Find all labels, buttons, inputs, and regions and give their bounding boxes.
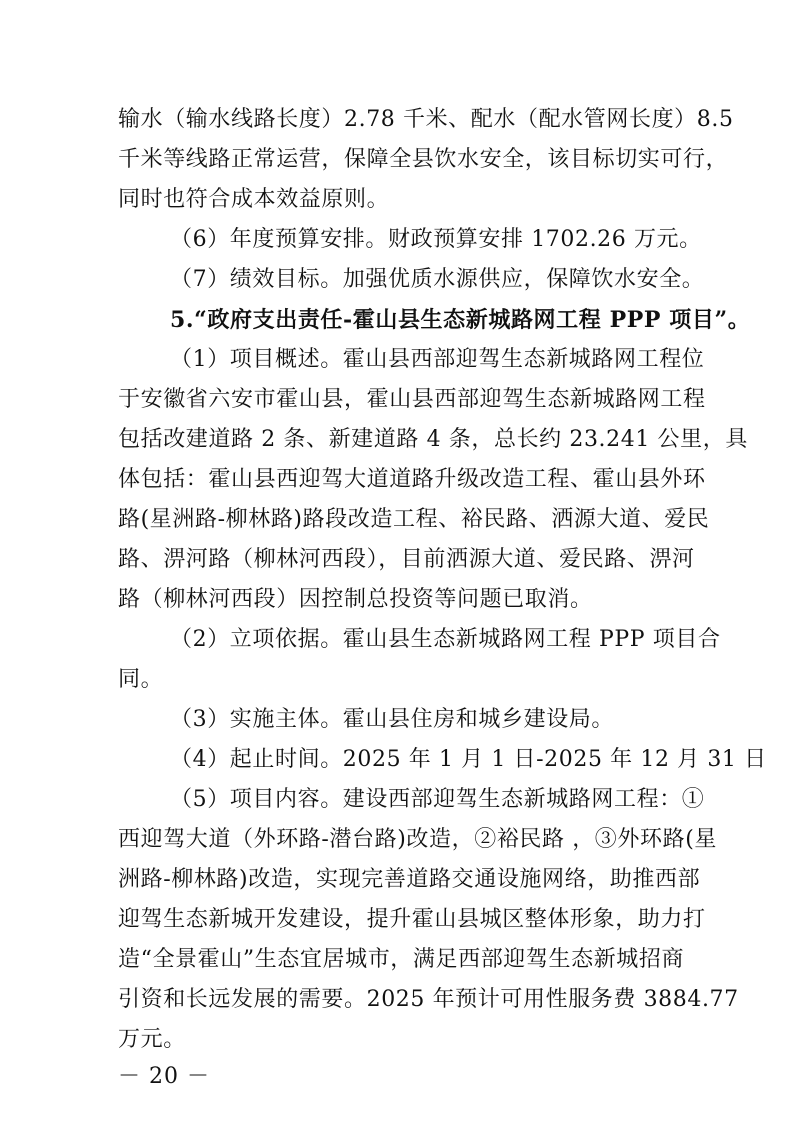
content-line-7: 万元。 xyxy=(118,1027,186,1052)
content-line-5: 造“全景霍山”生态宜居城市，满足西部迎驾生态新城招商 xyxy=(118,947,685,972)
content-line-2: 西迎驾大道（外环路-潜台路)改造，②裕民路 ，③外环路(星 xyxy=(118,827,717,852)
page-number: － 20 － xyxy=(118,1064,210,1089)
overview-line-2: 于安徽省六安市霍山县，霍山县西部迎驾生态新城路网工程 xyxy=(118,387,706,412)
paragraph-line-1: 输水（输水线路长度）2.78 千米、配水（配水管网长度）8.5 xyxy=(118,107,734,132)
section-heading: 5.“政府支出责任-霍山县生态新城路网工程 PPP 项目”。 xyxy=(170,307,751,333)
overview-line-4: 体包括：霍山县西迎驾大道道路升级改造工程、霍山县外环 xyxy=(118,467,706,492)
overview-line-7: 路（柳林河西段）因控制总投资等问题已取消。 xyxy=(118,587,593,612)
period-line: （4）起止时间。2025 年 1 月 1 日-2025 年 12 月 31 日 xyxy=(170,747,767,772)
implementing-entity-line: （3）实施主体。霍山县住房和城乡建设局。 xyxy=(170,707,614,732)
content-line-6: 引资和长远发展的需要。2025 年预计可用性服务费 3884.77 xyxy=(118,987,739,1012)
overview-line-5: 路(星洲路-柳林路)路段改造工程、裕民路、洒源大道、爱民 xyxy=(118,507,710,532)
budget-arrangement-line: （6）年度预算安排。财政预算安排 1702.26 万元。 xyxy=(170,227,702,252)
overview-line-3: 包括改建道路 2 条、新建道路 4 条，总长约 23.241 公里，具 xyxy=(118,427,748,452)
basis-line-2: 同。 xyxy=(118,667,164,692)
content-line-1: （5）项目内容。建设西部迎驾生态新城路网工程：① xyxy=(170,787,705,812)
performance-goal-line: （7）绩效目标。加强优质水源供应，保障饮水安全。 xyxy=(170,267,705,292)
content-line-4: 迎驾生态新城开发建设，提升霍山县城区整体形象，助力打 xyxy=(118,907,706,932)
content-line-3: 洲路-柳林路)改造，实现完善道路交通设施网络，助推西部 xyxy=(118,867,701,892)
basis-line-1: （2）立项依据。霍山县生态新城路网工程 PPP 项目合 xyxy=(170,627,721,652)
paragraph-line-3: 同时也符合成本效益原则。 xyxy=(118,187,390,212)
paragraph-line-2: 千米等线路正常运营，保障全县饮水安全，该目标切实可行， xyxy=(118,147,729,172)
overview-line-1: （1）项目概述。霍山县西部迎驾生态新城路网工程位 xyxy=(170,347,705,372)
overview-line-6: 路、淠河路（柳林河西段），目前洒源大道、爱民路、淠河 xyxy=(118,547,695,572)
